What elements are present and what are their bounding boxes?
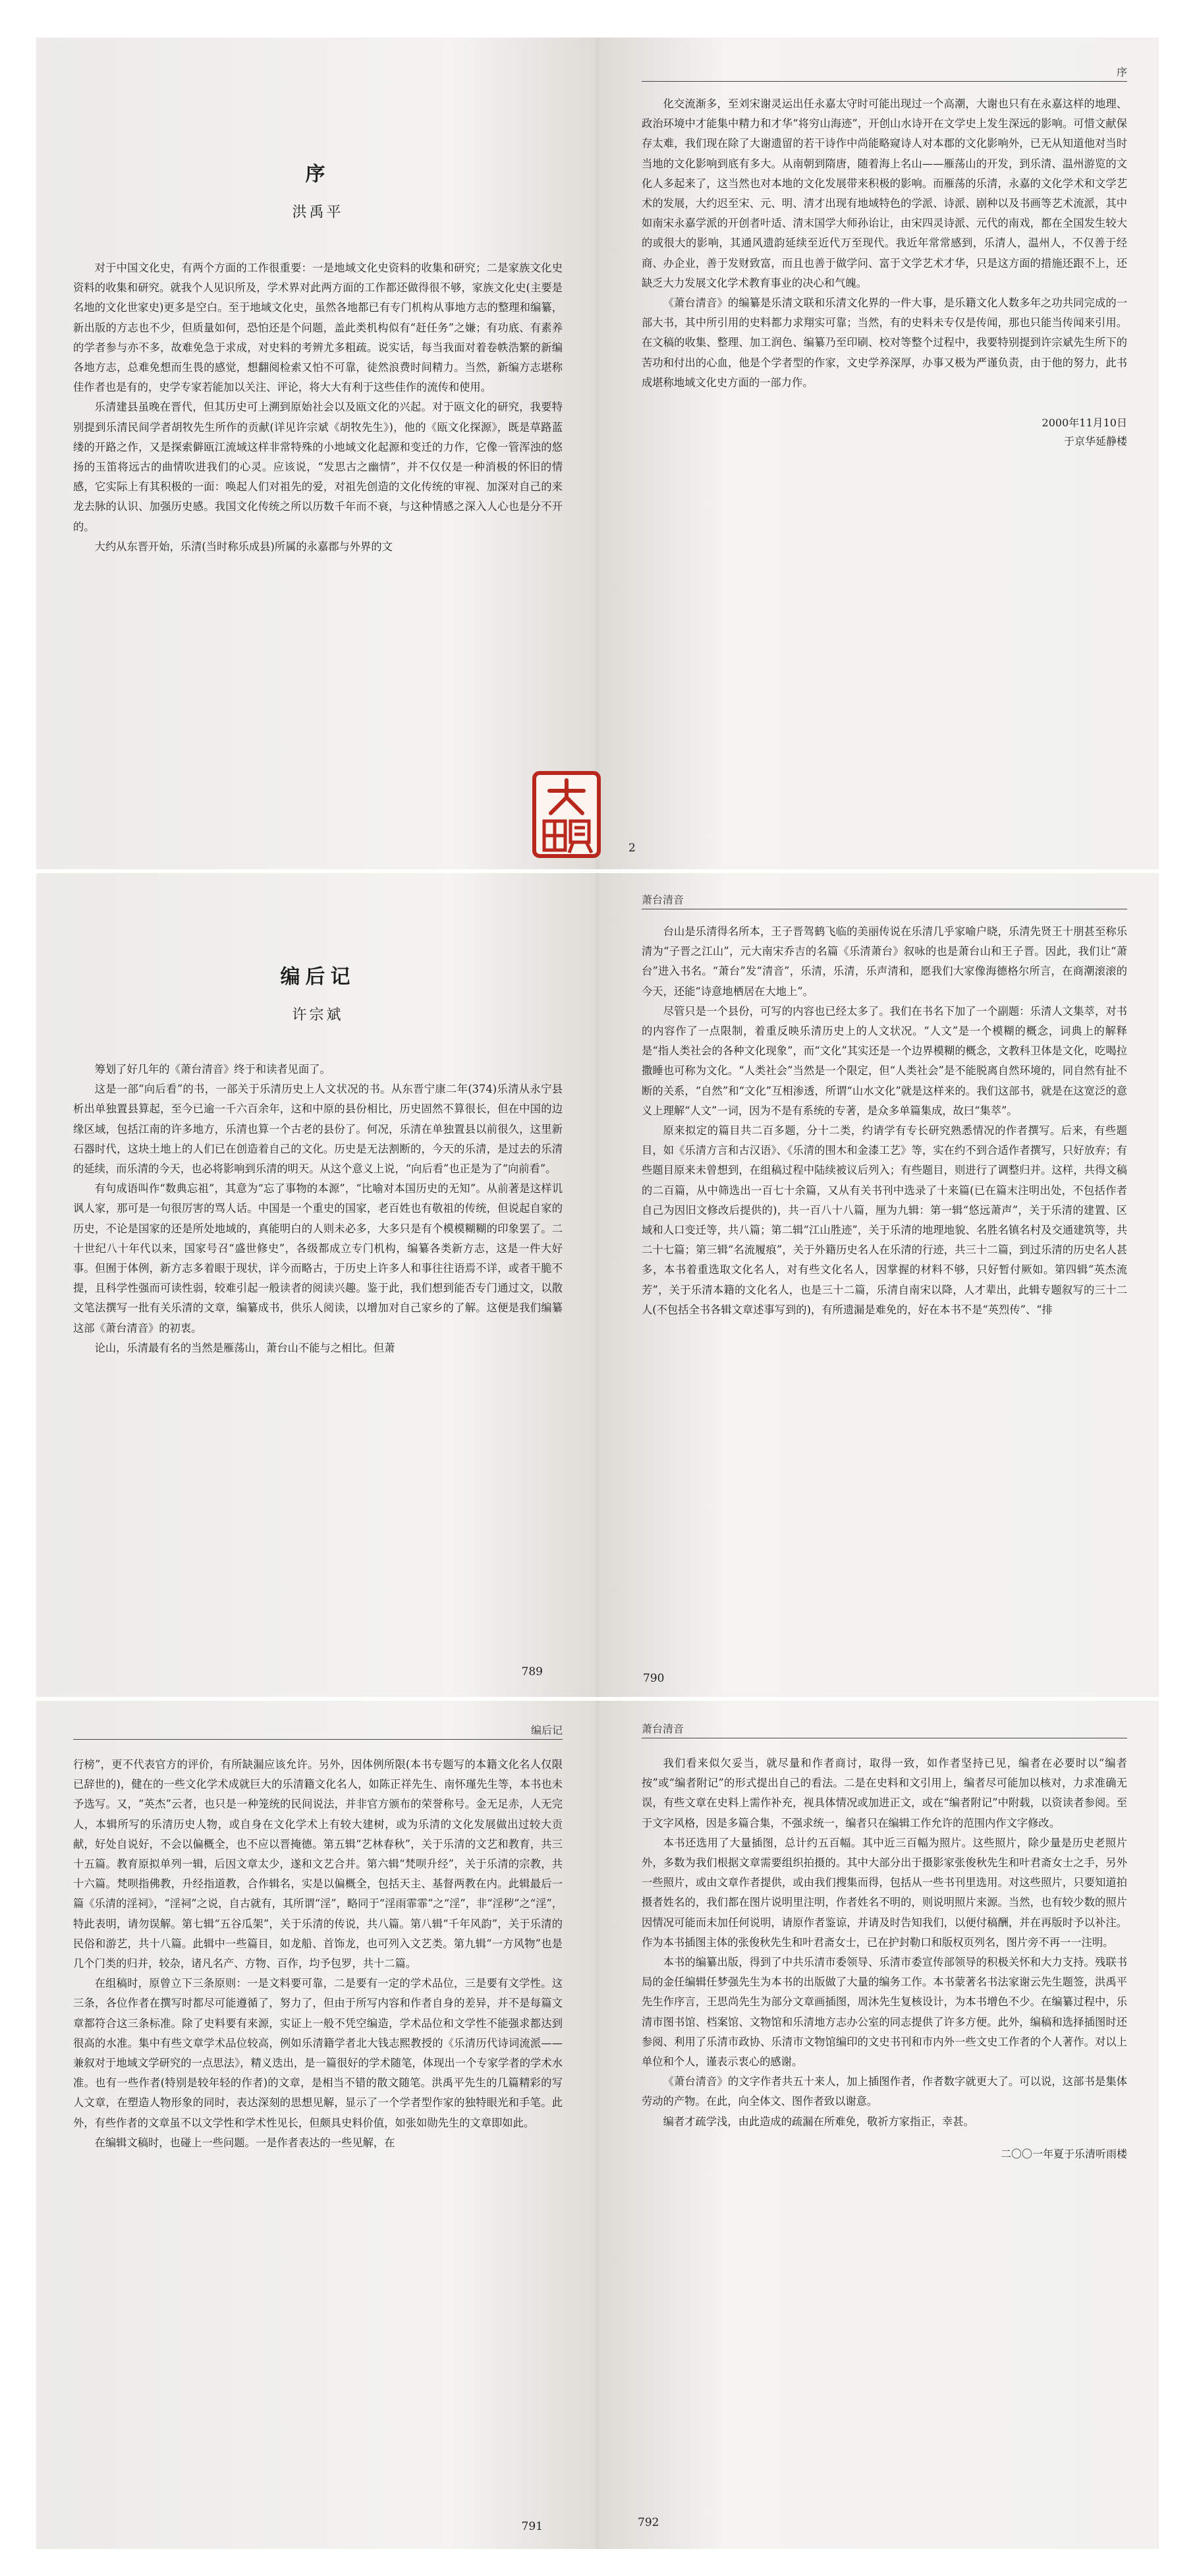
paragraph: 筹划了好几年的《萧台清音》终于和读者见面了。 (94, 1063, 331, 1075)
paragraph: 化交流渐多，至刘宋谢灵运出任永嘉太守时可能出现过一个高潮，大谢也只有在永嘉这样的地理、政治环境中才能集中精力和才华“将穷山海迹”，开创山水诗开在文学史上发生深远的影响。可惜文献保存太难，我们现在除了大谢遗留的若干诗作中尚能略窥诗人对本郡的文化影响外，已无从知道他对当时当地的文化影响到底有多大。从南朝到隋唐，随着海上名山——雁荡山的开发，到乐清、温州游览的文化人多起来了，这当然也对本地的文化发展带来积极的影响。而雁荡的乐清，永嘉的文化学术和文学艺术的发展，大约迟至宋、元、明、清才出现有地域特色的学派、诗派、剧种以及书画等艺术流派，其中如南宋永嘉学派的开创者叶适、清末国学大师孙诒让，由宋四灵诗派、元代的南戏，都在全国发生较大的或很大的影响，其通风遗韵延续至近代万至现代。我近年常常感到，乐清人，温州人，不仅善于经商、办企业，善于发财致富，而且也善于做学问、富于文学艺术才华，只是这方面的措施还跟不上，还缺乏大力发展文化学术教育事业的决心和气魄。 (642, 98, 1127, 289)
paragraph: 这是一部“向后看”的书，一部关于乐清历史上人文状况的书。从东晋宁康二年(374)乐清从永宁县析出单独置县算起，至今已逾一千六百余年，这和中原的县份相比，历史固然不算很长，但在中国的边缘区域，包括江南的许多地方，乐清也算一个古老的县份了。何况，乐清在单独置县以前很久，这里新石器时代，这块土地上的人们已在创造着自己的文化。历史是无法割断的，今天的乐清，是过去的乐清的延续，而乐清的今天，也必将影响到乐清的明天。从这个意义上说，“向后看”也正是为了“向前看”。 (73, 1083, 563, 1176)
page-number: 789 (521, 1665, 543, 1678)
paragraph: 有句成语叫作“数典忘祖”，其意为“忘了事物的本源”，“比喻对本国历史的无知”。从前著是这样讥讽人家，那可是一句很厉害的骂人话。中国是一个重史的国家，老百姓也有敬祖的传统，但说起自家的历史，不论是国家的还是所处地域的，真能明白的人则未必多，大多只是有个模模糊糊的印象罢了。二十世纪八十年代以来，国家号召“盛世修史”，各级都成立专门机构，编纂各类新方志，这是一件大好事。但囿于体例，新方志多着眼于现状，详今而略古，于历史上许多人和事往往语焉不详，或者干脆不提，且科学性强而可读性弱，较难引起一般读者的阅读兴趣。鉴于此，我们想到能否专门通过文，以散文笔法撰写一批有关乐清的文章，编纂成书，供乐人阅读，以增加对自己家乡的了解。这便是我们编纂这部《萧台清音》的初衷。 (73, 1182, 563, 1334)
page-body (73, 258, 563, 557)
page-2 (599, 38, 1159, 869)
page-body (73, 1755, 563, 2153)
chapter-title: 序 (305, 163, 331, 186)
running-head: 序 (1116, 66, 1127, 78)
paragraph: 乐清建县虽晚在晋代，但其历史可上溯到原始社会以及瓯文化的兴起。对于瓯文化的研究，我要特别提到乐清民间学者胡牧先生所作的贡献(详见许宗斌《胡牧先生》)，他的《瓯文化探源》，既是草路蓝缕的开路之作，又是探索僻瓯江流域这样非常特殊的小地域文化起源和变迁的力作，它像一管浑浊的悠扬的玉笛将远古的曲情吹进我们的心灵。应该说，“发思古之幽情”，并不仅仅是一种消极的怀旧的情感，它实际上有其积极的一面：唤起人们对祖先的爱，对祖先创造的文化传统的审视、加深对自己的来龙去脉的认识、加强历史感。我国文化传统之所以历数千年而不衰，与这种情感之深入人心也是分不开的。 (73, 401, 563, 533)
sign-place: 于京华延静楼 (1063, 435, 1127, 448)
page-body (642, 1754, 1127, 2132)
page-number: 792 (638, 2516, 659, 2529)
page-body (73, 1060, 563, 1358)
paragraph: 我们看来似欠妥当，就尽量和作者商讨，取得一致，如作者坚持已见，编者在必要时以“编者按”或“编者附记”的形式提出自己的看法。二是在史料和文引用上，编者尽可能加以核对，力求准确无误，有些文章在史料上需作补充，视具体情况或加进正文，或在“编者附记”中附载，以资读者参阅。至于文字风格，因是多篇合集，不强求统一，编者只在编辑工作允许的范围内作文字修改。 (642, 1757, 1127, 1829)
chapter-author: 许宗斌 (292, 1007, 344, 1023)
page-789 (36, 873, 596, 1697)
paragraph: 在编辑文稿时，也碰上一些问题。一是作者表达的一些见解，在 (94, 2136, 395, 2149)
paragraph: 对于中国文化史，有两个方面的工作很重要：一是地域文化史资料的收集和研究；二是家族文化史资料的收集和研究。就我个人见识所及，学术界对此两方面的工作都还做得很不够，家族文化史(主要是名地的文化世家史)更多是空白。至于地域文化史，虽然各地都已有专门机构从事地方志的整理和编纂，新出版的方志也不少，但质量如何，恐怕还是个问题，盖此类机构似有“赶任务”之嫌；有功底、有素养的学者参与亦不多，故难免急于求成，对史料的考辨尤多粗疏。说实话，每当我面对着卷帙浩繁的新编各地方志，总难免想而生畏的感觉，想翻阅检索又怕不可靠，徒然浪费时间精力。当然，新编方志堪称佳作者也是有的，史学专家若能加以关注、评论，将大大有利于这些佳作的流传和使用。 (73, 262, 563, 394)
page-number: 790 (643, 1672, 665, 1685)
paragraph: 本书的编纂出版，得到了中共乐清市委领导、乐清市委宣传部领导的积极关怀和大力支持。残联书局的金任编辑任梦强先生为本书的出版做了大量的编务工作。本书蒙著名书法家谢云先生题签，洪禹平先生作序言，王思尚先生为部分文章画插图，周沐先生复核设计，为本书增色不少。在编纂过程中，乐清市图书馆、档案馆、文物馆和乐清地方志办公室的同志提供了许多方便。此外，编稿和选择插图时还参阅、利用了乐清市政协、乐清市文物馆编印的文史书刊和市内外一些文史工作者的个人著作。对以上单位和个人，谨表示衷心的感谢。 (642, 1956, 1127, 2069)
running-head: 萧台清音 (642, 894, 684, 906)
spread-afterword-1 (36, 873, 1159, 1697)
paragraph: 本书还选用了大量插图，总计约五百幅。其中近三百幅为照片。这些照片，除少量是历史老照片外，多数为我们根据文章需要组织拍摄的。其中大部分出于摄影家张俊秋先生和叶君斋女士之手，另外一些照片，或由文章作者提供，或由我们搜集而得，包括从一些书刊里选用。对这些照片，只要知道拍摄者姓名的，我们都在图片说明里注明，作者姓名不明的，则说明照片来源。当然，也有较少数的照片因情况可能而未加任何说明，请原作者鉴谅，并请及时告知我们，以便付稿酬，并在再版时予以补注。作为本书插图主体的张俊秋先生和叶君斋女士，已在护封勒口和版权页列名，图片旁不再一一注明。 (642, 1836, 1127, 1949)
paragraph: 原来拟定的篇目共二百多题，分十二类，约请学有专长研究熟悉情况的作者撰写。后来，有些题目，如《乐清方言和古汉语》、《乐清的围木和金漆工艺》等，实在约不到合适作者撰写，只好放弃；有些题目原来未曾想到，在组稿过程中陆续被议后列入；有些题目，则进行了调整归并。这样，共得文稿的二百篇，从中筛选出一百七十余篇，又从有关书刊中选录了十来篇(已在篇末注明出处，不包括作者自己为因旧文修改后提供的)，共一百八十八篇，厘为九辑：第一辑“悠远萧声”，关于乐清的建置、区域和人口变迁等，共八篇；第二辑“江山胜迹”，关于乐清的地理地貌、名胜名镇名村及交通建筑等，共二十七篇；第三辑“名流履痕”，关于外籍历史名人在乐清的行迹，共三十二篇，到过乐清的历史名人甚多，本书着重选取文化名人，对有些文化名人，因掌握的材料不够，只好暂付厥如。第四辑“英杰流芳”，关于乐清本籍的文化名人，也是三十二篇，乐清自南宋以降，人才辈出，此辑专题叙写的三十二人(不包括全书各辑文章述事写到的)，有所遗漏是难免的，好在本书不是“英烈传”、“排 (642, 1124, 1127, 1316)
paragraph: 编者才疏学浅，由此造成的疏漏在所难免，敬祈方家指正，幸甚。 (663, 2115, 974, 2128)
running-head: 萧台清音 (642, 1723, 684, 1735)
page-number: 791 (521, 2520, 543, 2533)
collector-seal-icon (532, 771, 601, 858)
spread-preface (36, 38, 1159, 869)
page-790 (599, 873, 1159, 1697)
paragraph: 台山是乐清得名所本，王子晋驾鹤飞临的美丽传说在乐清几乎家喻户晓，乐清先贤王十朋甚至称乐清为“子晋之江山”，元大南宋乔吉的名篇《乐清萧台》叙咏的也是萧台山和王子晋。因此，我们让“萧台”进入书名。“萧台”发“清音”，乐清，乐清，乐声清和，愿我们大家像海德格尔所言，在商潮滚滚的今天，还能“诗意地栖居在大地上”。 (642, 925, 1127, 998)
page-number: 2 (628, 842, 636, 855)
signature-block (642, 414, 1127, 451)
header-rule (642, 81, 1127, 82)
paragraph: 《萧台清音》的文字作者共五十来人，加上插图作者，作者数字就更大了。可以说，这部书是集体劳动的产物。在此，向全体文、图作者致以谢意。 (642, 2075, 1127, 2108)
spread-afterword-2 (36, 1701, 1159, 2549)
running-head: 编后记 (530, 1724, 563, 1736)
paragraph: 大约从东晋开始，乐清(当时称乐成县)所属的永嘉郡与外界的文 (94, 540, 393, 553)
paragraph: 在组稿时，原曾立下三条原则：一是文料要可靠，二是要有一定的学术品位，三是要有文学性。这三条，各位作者在撰写时都尽可能遵循了，努力了，但由于所写内容和作者自身的差异，并不是每篇文章都符合这三条标准。除了史料要有来源，实证上一般不凭空编造，学术品位和文学性不能强求都达到很高的水准。集中有些文章学术品位较高，例如乐清籍学者北大钱志熙教授的《乐清历代诗词流派——兼叙对于地域文学研究的一点思法》，精义迭出，是一篇很好的学术随笔，体现出一个专家学者的学术水准。也有一些作者(特别是较年轻的作者)的文章，是相当不错的散文随笔。洪禹平先生的几篇精彩的写人文章，在塑造人物形象的同时，表达深刻的思想见解，显示了一个学者型作家的独特眼光和手笔。此外，有些作者的文章虽不以文学性和学术性见长，但颇具史料价值，如张如勋先生的文章即如此。 (73, 1977, 563, 2129)
header-rule (73, 1739, 563, 1740)
paragraph: 论山，乐清最有名的当然是雁荡山，萧台山不能与之相比。但萧 (94, 1341, 395, 1354)
sign-date: 2000年11月10日 (1042, 416, 1127, 430)
page-1 (36, 38, 596, 869)
page-body (642, 922, 1127, 1320)
page-791 (36, 1701, 596, 2549)
page-body (642, 94, 1127, 393)
paragraph: 行榜”，更不代表官方的评价，有所缺漏应该允许。另外，因体例所限(本书专题写的本籍文化名人仅限已辞世的)，健在的一些文化学术成就巨大的乐清籍文化名人，如陈正祥先生、南怀瑾先生等，本书也未予选写。又，“英杰”云者，也只是一种笼统的民间说法，并非官方颁布的荣誉称号。金无足赤，人无完人，本辑所写的乐清历史人物，或自身在文化学术上有较大建树，或为乐清的文化发展做出过较大贡献，好处自说好，不会以偏概全，也不应以晋掩德。第五辑“艺林春秋”，关于乐清的文艺和教育，共三十五篇。教育原拟单列一辑，后因文章太少，遂和文艺合并。第六辑“梵呗升经”，关于乐清的宗教，共十六篇。梵呗指佛教，升经指道教，合作辑名，实是以偏概全，包括天主、基督两教在内。此辑最后一篇《乐清的淫祠》，“淫祠”之说，自古就有，其所谓“淫”，略同于“淫雨霏霏”之“淫”，非“淫秽”之“淫”，特此表明，请勿误解。第七辑“五谷瓜架”，关于乐清的传说，共八篇。第八辑“千年风韵”，关于乐清的民俗和游艺，共十八篇。此辑中一些篇目，如龙船、首饰龙，也可列入文艺类。第九辑“一方风物”也是几个门类的归并，较杂，诸凡名产、方物、百作，均予包罗，共十二篇。 (73, 1758, 563, 1970)
sign-date: 二〇〇一年夏于乐清听雨楼 (1000, 2147, 1127, 2160)
page-792 (599, 1701, 1159, 2549)
paragraph: 尽管只是一个县份，可写的内容也已经太多了。我们在书名下加了一个副题：乐清人文集萃，对书的内容作了一点限制，着重反映乐清历史上的人文状况。“人文”是一个模糊的概念，词典上的解释是“指人类社会的各种文化现象”，而“文化”其实还是一个边界模糊的概念，文教科卫体是文化，吃喝拉撒睡也可称为文化。“人类社会”当然是一个限定，但“人类社会”是不能脱离自然环境的，同自然有扯不断的关系，“自然”和“文化”互相渗透，所谓“山水文化”就是这样来的。我们这部书，就是在这宽泛的意义上理解“人文”一词，因为不是有系统的专著，是众多单篇集成，故曰“集萃”。 (642, 1004, 1127, 1117)
chapter-author: 洪禹平 (292, 204, 344, 221)
chapter-title: 编后记 (280, 965, 356, 988)
paragraph: 《萧台清音》的编纂是乐清文联和乐清文化界的一件大事，是乐籍文化人数多年之功共同完成的一部大书，其中所引用的史料都力求翔实可靠；当然，有的史料未专仅是传闻，那也只能当传闻来引用。在文稿的收集、整理、加工润色、编纂乃至印刷、校对等整个过程中，我要特别提到许宗斌先生所下的苦功和付出的心血，他是个学者型的作家，文史学养深厚，办事又极为严谨负责，由于他的努力，此书成堪称地域文化史方面的一部力作。 (642, 297, 1127, 389)
